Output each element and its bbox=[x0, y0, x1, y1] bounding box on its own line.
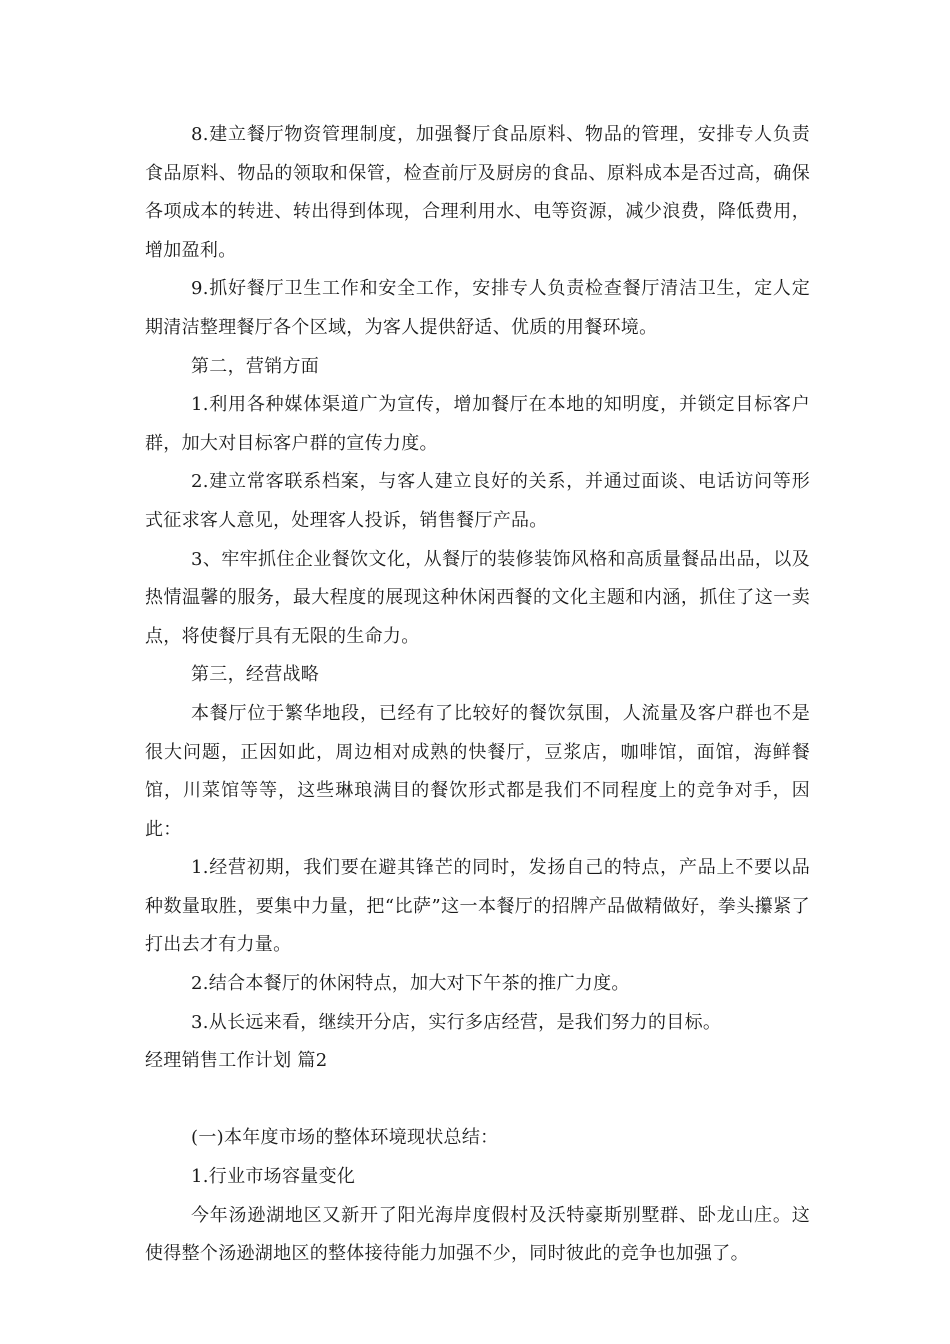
paragraph-strategy-3: 3.从长远来看，继续开分店，实行多店经营，是我们努力的目标。 bbox=[191, 1011, 722, 1033]
paragraph-strategy-intro: 本餐厅位于繁华地段，已经有了比较好的餐饮氛围，人流量及客户群也不是很大问题，正因如此，周边相对成熟的快餐厅，豆浆店，咖啡馆，面馆，海鲜餐馆，川菜馆等等，这些琳琅满目的餐饮形式都是我们不同程度上的竞争对手，因此： bbox=[145, 702, 810, 840]
paragraph-marketing-1: 1.利用各种媒体渠道广为宣传，增加餐厅在本地的知明度，并锁定目标客户群，加大对目标客户群的宣传力度。 bbox=[145, 394, 810, 454]
paragraph-item-8: 8.建立餐厅物资管理制度，加强餐厅食品原料、物品的管理，安排专人负责食品原料、物品的领取和保管，检查前厅及厨房的食品、原料成本是否过高，确保各项成本的转进、转出得到体现，合理利用水、电等资源，减少浪费，降低费用，增加盈利。 bbox=[145, 124, 810, 261]
section-heading-strategy: 第三，经营战略 bbox=[191, 664, 320, 686]
paragraph-strategy-1: 1.经营初期，我们要在避其锋芒的同时，发扬自己的特点，产品上不要以品种数量取胜，要集中力量，把“比萨”这一本餐厅的招牌产品做精做好，拳头攥紧了打出去才有力量。 bbox=[145, 857, 810, 956]
paragraph-marketing-2: 2.建立常客联系档案，与客人建立良好的关系，并通过面谈、电话访问等形式征求客人意见，处理客人投诉，销售餐厅产品。 bbox=[145, 471, 810, 531]
paragraph-item-9: 9.抓好餐厅卫生工作和安全工作，安排专人负责检查餐厅清洁卫生，定人定期清洁整理餐厅各个区域，为客人提供舒适、优质的用餐环境。 bbox=[145, 278, 810, 338]
section-heading-marketing: 第二，营销方面 bbox=[191, 355, 320, 377]
subsection-heading-capacity: 1.行业市场容量变化 bbox=[191, 1166, 356, 1188]
paragraph-marketing-3: 3、牢牢抓住企业餐饮文化，从餐厅的装修装饰风格和高质量餐品出品，以及热情温馨的服务，最大程度的展现这种休闲西餐的文化主题和内涵，抓住了这一卖点，将使餐厅具有无限的生命力。 bbox=[145, 548, 810, 647]
blank-line bbox=[145, 1081, 810, 1120]
paragraph-capacity: 今年汤逊湖地区又新开了阳光海岸度假村及沃特豪斯别墅群、卧龙山庄。这使得整个汤逊湖地区的整体接待能力加强不少，同时彼此的竞争也加强了。 bbox=[145, 1204, 810, 1265]
paragraph-strategy-2: 2.结合本餐厅的休闲特点，加大对下午茶的推广力度。 bbox=[191, 973, 630, 995]
document-section-title: 经理销售工作计划 篇2 bbox=[145, 1050, 328, 1072]
subsection-heading-market-summary: (一)本年度市场的整体环境现状总结： bbox=[191, 1127, 499, 1149]
document-body bbox=[145, 116, 810, 1274]
